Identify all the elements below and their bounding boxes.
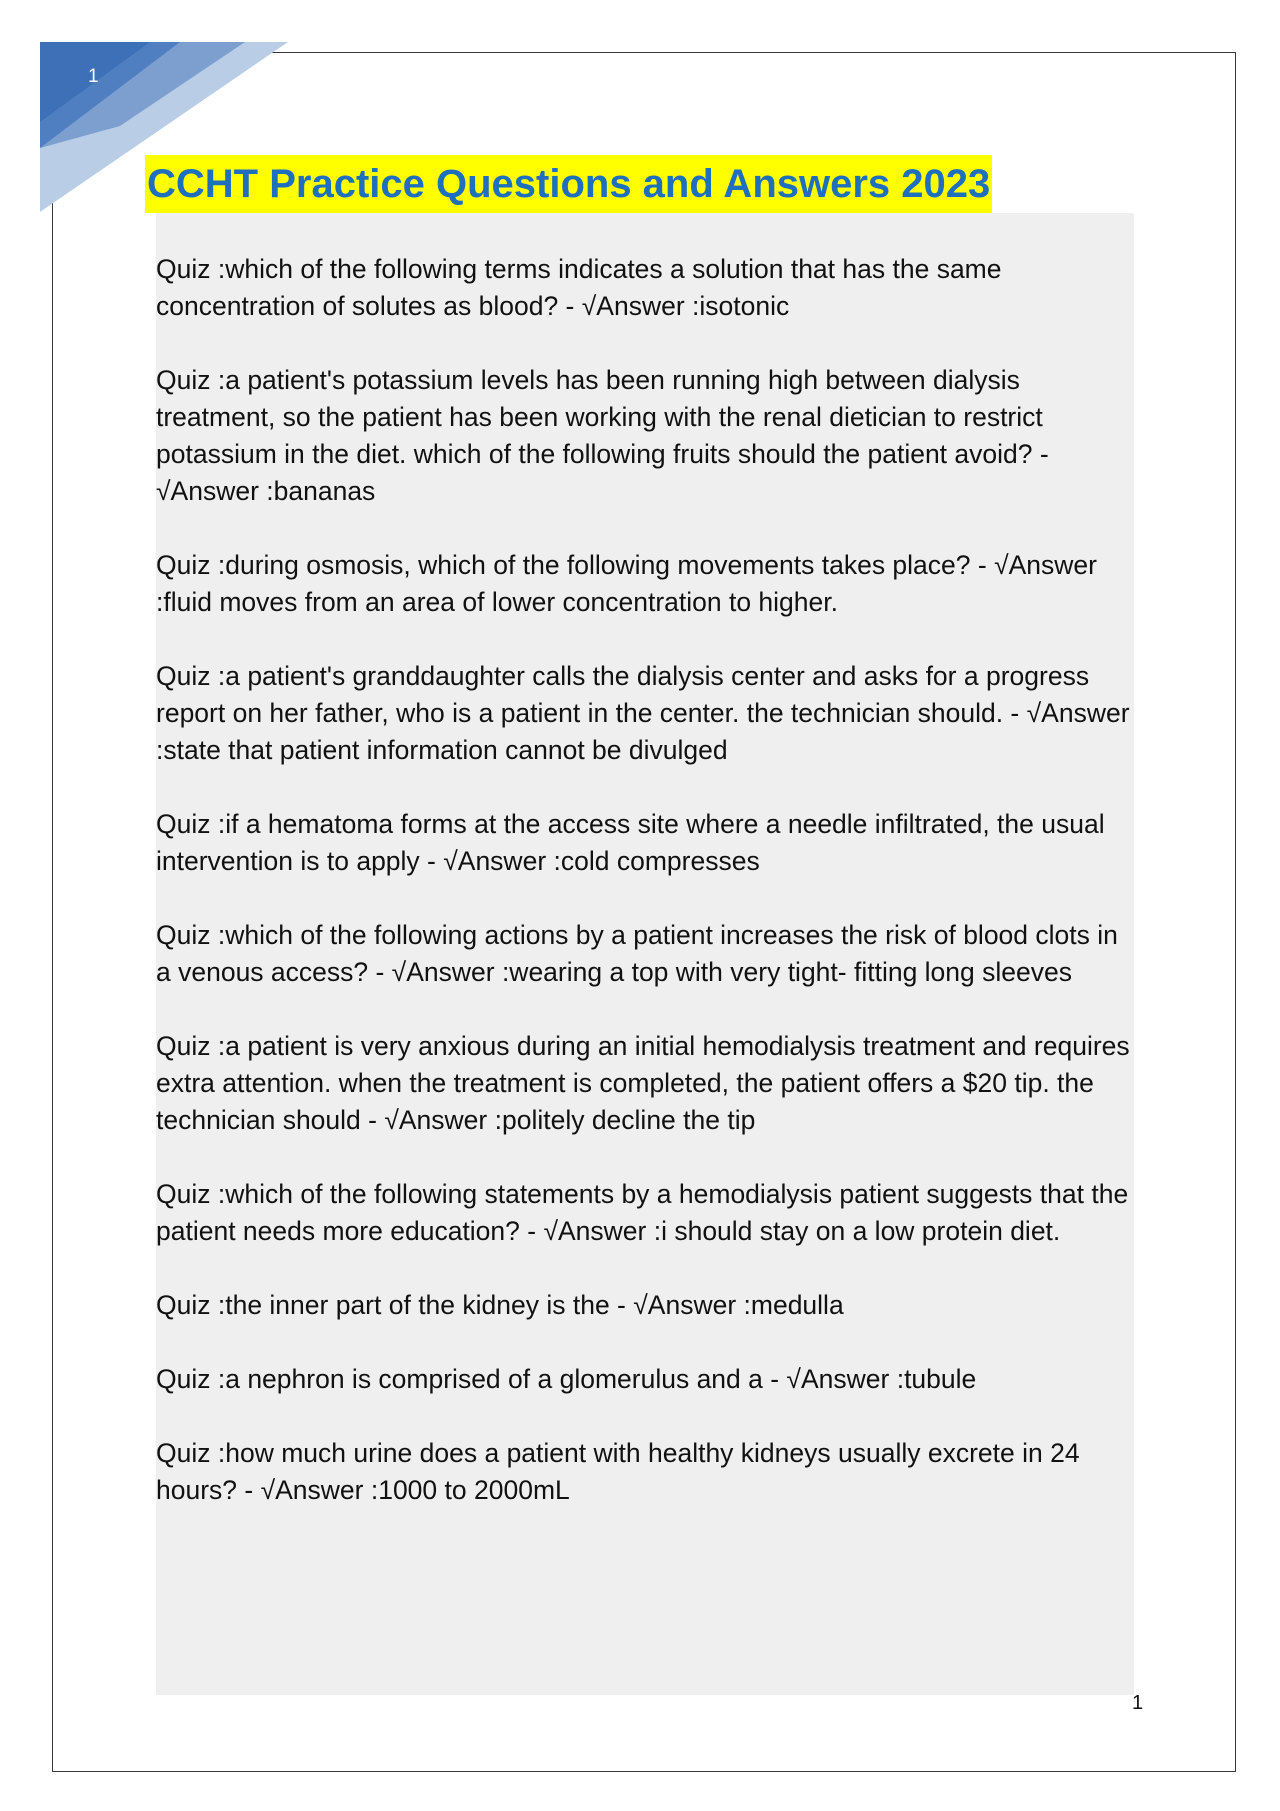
title-wrap xyxy=(145,155,992,213)
corner-page-number: 1 xyxy=(88,66,99,87)
page-number: 1 xyxy=(1132,1692,1144,1714)
qa-item: Quiz :a patient's potassium levels has been running high between dialysis treatment, so the patient has been working with the renal dietician to restrict potassium in the diet. which of the following fruits should the patient avoid? - √Answer :bananas xyxy=(156,365,1049,506)
qa-item: Quiz :during osmosis, which of the following movements takes place? - √Answer :fluid moves from an area of lower concentration to higher. xyxy=(156,550,1097,617)
qa-item: Quiz :a patient's granddaughter calls the dialysis center and asks for a progress report on her father, who is a patient in the center. the technician should. - √Answer :state that patient information cannot be divulged xyxy=(156,661,1130,765)
qa-item: Quiz :if a hematoma forms at the access site where a needle infiltrated, the usual intervention is to apply - √Answer :cold compresses xyxy=(156,809,1105,876)
document-title: CCHT Practice Questions and Answers 2023 xyxy=(145,155,992,213)
qa-item: Quiz :the inner part of the kidney is the - √Answer :medulla xyxy=(156,1290,844,1320)
qa-item: Quiz :which of the following actions by a patient increases the risk of blood clots in a venous access? - √Answer :wearing a top with very tight- fitting long sleeves xyxy=(156,920,1118,987)
qa-item: Quiz :which of the following terms indicates a solution that has the same concentration of solutes as blood? - √Answer :isotonic xyxy=(156,254,1002,321)
qa-item: Quiz :a patient is very anxious during an initial hemodialysis treatment and requires extra attention. when the treatment is completed, the patient offers a $20 tip. the technician should - √Answer :politely decline the tip xyxy=(156,1031,1130,1135)
qa-item: Quiz :how much urine does a patient with healthy kidneys usually excrete in 24 hours? - √Answer :1000 to 2000mL xyxy=(156,1438,1080,1505)
qa-item: Quiz :which of the following statements by a hemodialysis patient suggests that the patient needs more education? - √Answer :i should stay on a low protein diet. xyxy=(156,1179,1129,1246)
qa-list xyxy=(156,251,1136,1546)
qa-item: Quiz :a nephron is comprised of a glomerulus and a - √Answer :tubule xyxy=(156,1364,977,1394)
